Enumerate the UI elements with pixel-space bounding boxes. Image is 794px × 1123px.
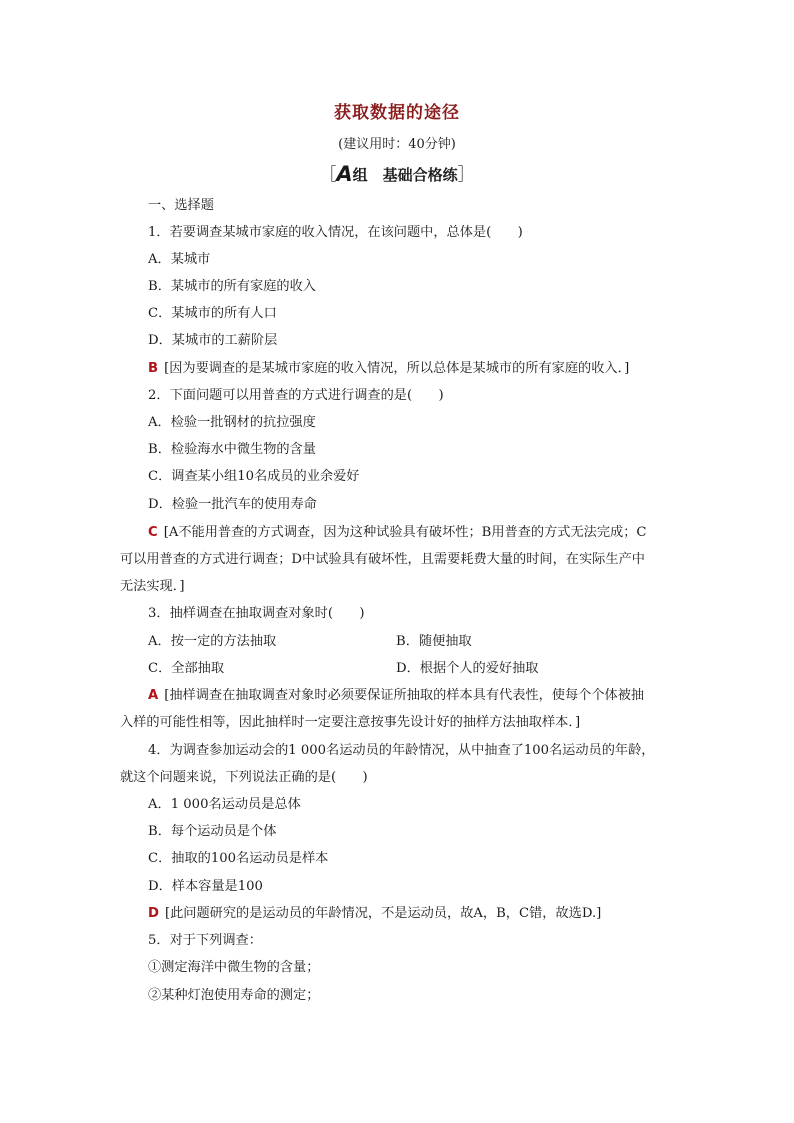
q4-option-c: C．抽取的100名运动员是样本 [148,851,329,866]
q3-explanation-2: 入样的可能性相等，因此抽样时一定要注意按事先设计好的抽样方法抽取样本．] [120,715,581,730]
group-bracket-close: ］ [457,165,475,185]
q3-option-d: D．根据个人的爱好抽取 [396,661,539,676]
q3-stem: 3．抽样调查在抽取调查对象时( ) [148,606,365,621]
q5-stem: 5．对于下列调查： [148,933,262,948]
q2-option-a: A．检验一批钢材的抗拉强度 [148,415,316,430]
q2-explanation-2: 可以用普查的方式进行调查；D中试验具有破坏性，且需要耗费大量的时间，在实际生产中 [120,552,645,567]
q3-answer-line [148,687,644,705]
q2-answer: C [148,525,158,540]
q3-option-b: B．随便抽取 [396,634,472,649]
q1-option-d: D．某城市的工薪阶层 [148,333,278,348]
q2-option-d: D．检验一批汽车的使用寿命 [148,497,317,512]
q1-explanation: [因为要调查的是某城市家庭的收入情况，所以总体是某城市的所有家庭的收入．] [164,361,630,376]
group-bracket-open: ［ [319,165,337,185]
q4-option-b: B．每个运动员是个体 [148,824,277,839]
q4-option-a: A．1 000名运动员是总体 [148,797,301,812]
page-title: 获取数据的途径 [334,103,460,123]
q5-item-2: ②某种灯泡使用寿命的测定； [148,988,320,1003]
q1-answer: B [148,361,159,376]
q1-option-b: B．某城市的所有家庭的收入 [148,279,316,294]
q4-stem-1: 4．为调查参加运动会的1 000名运动员的年龄情况，从中抽查了100名运动员的年龄， [148,743,655,758]
section-heading: 一、选择题 [148,198,214,213]
q1-answer-line [148,360,629,378]
q3-answer: A [148,688,159,703]
q4-answer: D [148,906,159,921]
q5-item-1: ①测定海洋中微生物的含量； [148,960,320,975]
q1-stem: 1．若要调查某城市家庭的收入情况，在该问题中，总体是( ) [148,225,523,240]
q2-option-b: B．检验海水中微生物的含量 [148,442,316,457]
q2-stem: 2．下面问题可以用普查的方式进行调查的是( ) [148,388,444,403]
q4-answer-line [148,905,601,923]
group-heading [0,160,794,186]
q4-stem-2: 就这个问题来说，下列说法正确的是( ) [120,770,368,785]
q4-explanation: [此问题研究的是运动员的年龄情况，不是运动员，故A，B，C错，故选D.] [164,906,602,921]
q3-option-a: A．按一定的方法抽取 [148,634,277,649]
group-letter: A [336,162,353,186]
q2-answer-line [148,524,647,542]
q2-option-c: C．调查某小组10名成员的业余爱好 [148,469,360,484]
q1-option-a: A．某城市 [148,252,211,267]
q2-explanation-3: 无法实现．] [120,579,185,594]
q1-option-c: C．某城市的所有人口 [148,306,277,321]
q4-option-d: D．样本容量是100 [148,879,263,894]
group-label: 组 基础合格练 [352,166,458,184]
q3-explanation-1: [抽样调查在抽取调查对象时必须要保证所抽取的样本具有代表性，使每个个体被抽 [164,688,645,703]
q2-explanation-1: [A不能用普查的方式调查，因为这种试验具有破坏性；B用普查的方式无法完成；C [163,525,647,540]
q3-option-c: C．全部抽取 [148,661,225,676]
suggested-time: (建议用时：40分钟) [338,137,456,152]
